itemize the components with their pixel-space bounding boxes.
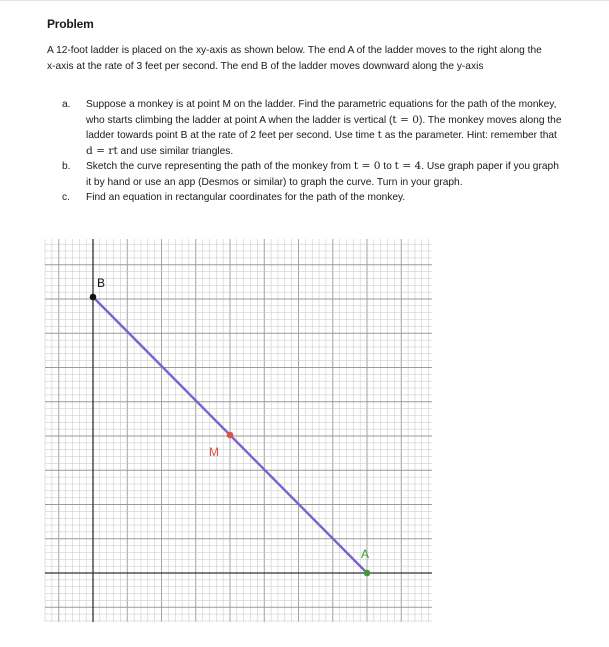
part-text: ). The monkey moves along the ladder towards point B at the rate of 2 feet per second. Use time bbox=[86, 114, 562, 141]
list-marker: a. bbox=[62, 99, 71, 110]
point-A-label: A bbox=[361, 547, 370, 561]
list-item-part-b bbox=[62, 159, 562, 190]
point-B-label: B bbox=[97, 276, 106, 290]
list-item-part-a bbox=[62, 97, 562, 159]
math-expression: t = 0 bbox=[353, 160, 381, 172]
top-divider bbox=[0, 0, 609, 1]
part-text: and use similar triangles. bbox=[117, 145, 234, 157]
part-text: Find an equation in rectangular coordinates for the path of the monkey. bbox=[86, 192, 406, 203]
problem-intro: A 12-foot ladder is placed on the xy-axis as shown below. The end A of the ladder moves to the right along the x-axis at the rate of 3 feet per second. The end B of the ladder moves downward along the y-axis bbox=[47, 45, 542, 72]
page-title: Problem bbox=[47, 17, 94, 31]
part-text: Suppose a monkey is at point M on the ladder. Find the parametric equations for the path of the monkey, who starts climbing the ladder at point A when the ladder is vertical ( bbox=[86, 99, 557, 126]
point-A-marker bbox=[364, 570, 371, 577]
part-text: . Use graph paper if you graph it by hand or use an app (Desmos or similar) to graph the curve. Turn in your graph. bbox=[86, 161, 559, 188]
graph-paper-grid bbox=[45, 239, 432, 622]
part-text: Sketch the curve representing the path of the monkey from bbox=[86, 161, 354, 172]
part-text: to bbox=[380, 161, 395, 172]
list-item-part-c bbox=[62, 190, 562, 206]
math-expression: t = 4 bbox=[394, 160, 422, 172]
problem-parts-list bbox=[62, 97, 562, 206]
math-expression: d = rt bbox=[86, 144, 118, 157]
math-expression: t = 0 bbox=[392, 113, 419, 126]
math-expression: t bbox=[377, 129, 382, 141]
point-M-label: M bbox=[209, 445, 219, 459]
point-B-marker bbox=[90, 294, 97, 301]
part-text: as the parameter. Hint: remember that bbox=[381, 130, 557, 141]
list-marker: c. bbox=[62, 192, 70, 203]
list-marker: b. bbox=[62, 161, 71, 172]
ladder-graph-figure bbox=[40, 234, 436, 626]
point-M-marker bbox=[227, 432, 234, 439]
